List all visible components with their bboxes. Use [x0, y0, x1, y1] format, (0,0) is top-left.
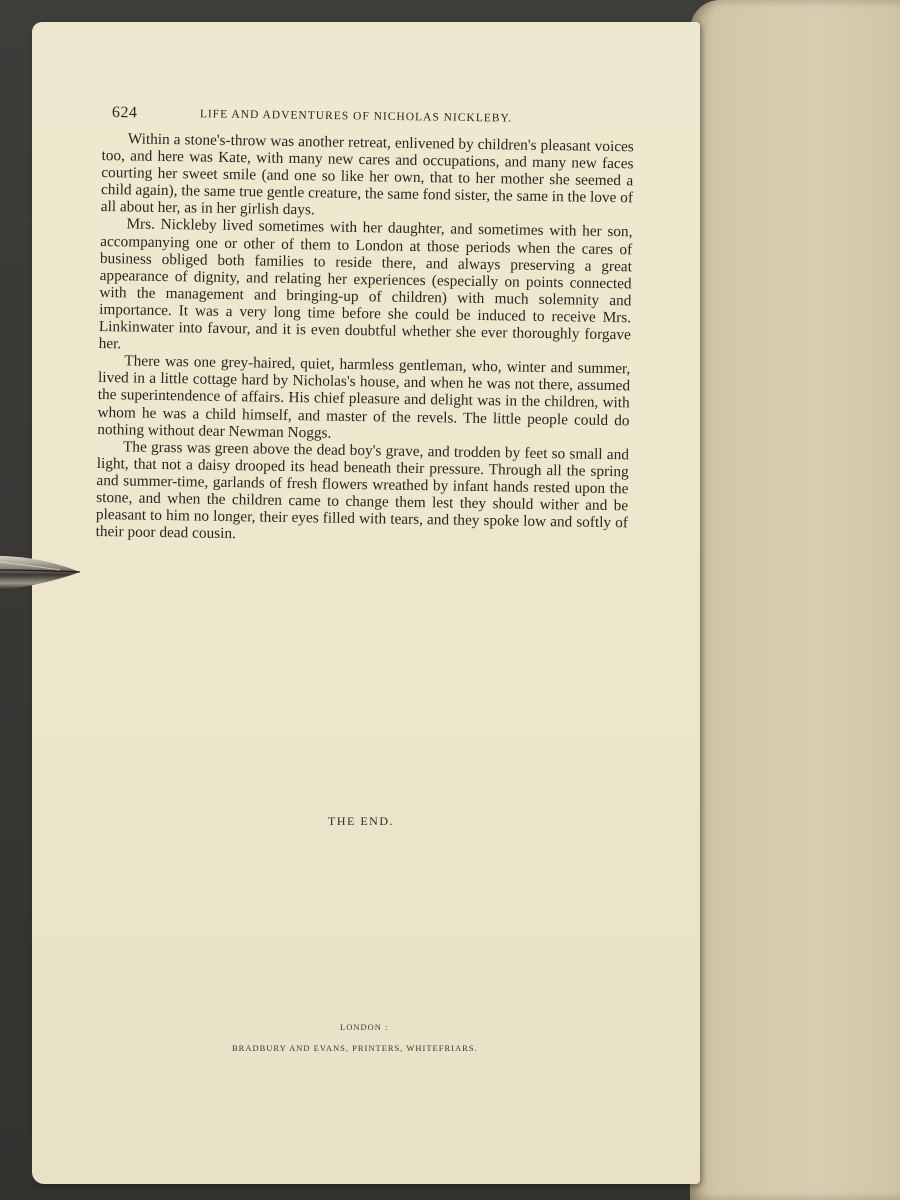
- the-end-label: THE END.: [328, 814, 394, 828]
- running-head: LIFE AND ADVENTURES OF NICHOLAS NICKLEBY.: [199, 108, 513, 125]
- paragraph: There was one grey-haired, quiet, harmless gentleman, who, winter and summer, lived in a little cottage hard by Nicholas's house, and when he was not there, assumed the superintendence of affairs. His chief pleasure and delight was in the children, with whom he was a child himself, and master of the revels. The little people could do nothing without dear Newman Noggs.: [97, 352, 631, 442]
- paragraph: Mrs. Nickleby lived sometimes with her daughter, and sometimes with her son, accompanying one or other of them to London at those periods when the cares of business obliged both families to reside there, and always preserving a great appearance of dignity, and relating her experiences (especially on points connected with the management and bringing-up of children) with much solemnity and importance. It was a very long time before she could be induced to receive Mrs. Linkinwater into favour, and it is even doubtful whether she ever thoroughly forgave her.: [98, 215, 633, 353]
- imprint-printer: BRADBURY AND EVANS, PRINTERS, WHITEFRIARS.: [232, 1043, 478, 1053]
- paragraph: The grass was green above the dead boy's grave, and trodden by feet so small and light, that not a daisy drooped its head beneath their pressure. Through all the spring and summer-time, garlands of fresh flowers wreathed by infant hands rested upon the stone, and when the children came to change them lest they should wither and be pleasant to him no longer, their eyes filled with tears, and they spoke low and softly of their poor dead cousin.: [95, 438, 630, 543]
- imprint-place: LONDON :: [340, 1022, 389, 1032]
- page-number: 624: [111, 104, 138, 122]
- facing-page: [690, 0, 900, 1200]
- body-text: [96, 130, 634, 549]
- paragraph: Within a stone's-throw was another retreat, enlivened by children's pleasant voices too, and here was Kate, with many new cares and occupations, and many new faces courting her sweet smile (and one so like her own, that to her mother she seemed a child again), the same true gentle creature, the same fond sister, the same in the love of all about her, as in her girlish days.: [100, 130, 634, 219]
- pen-pointer-icon: [0, 548, 84, 600]
